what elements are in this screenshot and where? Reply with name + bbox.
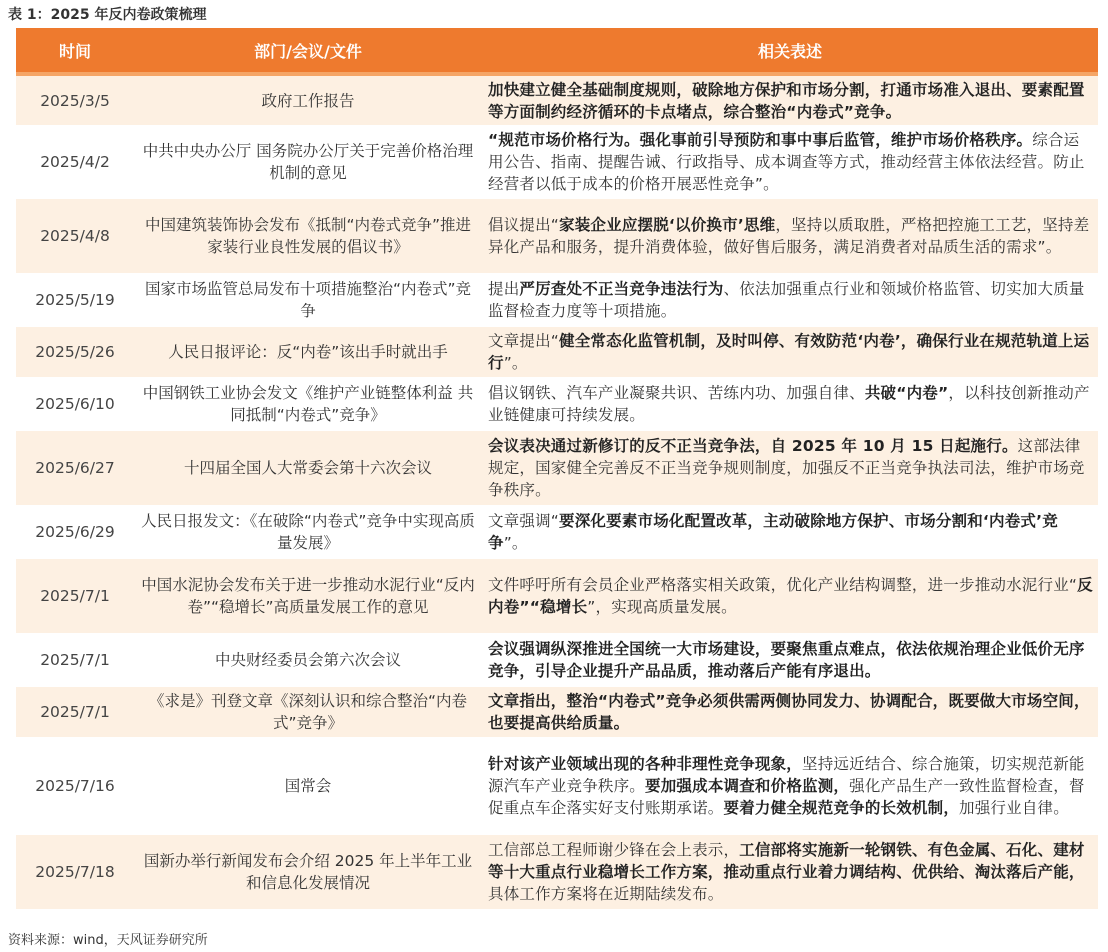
desc-segment: 文件呼吁所有会员企业严格落实相关政策，优化产业结构调整，进一步推动水泥行业“: [488, 576, 1078, 594]
cell-desc: [482, 558, 1098, 634]
table-row: [16, 430, 1098, 506]
desc-bold-segment: 要深化要素市场化配置改革，主动破除地方保护、市场分割和‘内卷式’竞争: [488, 512, 1058, 552]
cell-date: 2025/7/1: [16, 634, 134, 686]
cell-date: 2025/5/19: [16, 274, 134, 326]
desc-bold-segment: 针对该产业领域出现的各种非理性竞争现象，: [488, 755, 803, 773]
cell-desc: [482, 74, 1098, 126]
table-row: [16, 378, 1098, 430]
cell-date: 2025/6/29: [16, 506, 134, 558]
cell-desc: [482, 686, 1098, 738]
desc-segment: 倡议提出“: [488, 216, 560, 234]
cell-desc: [482, 378, 1098, 430]
desc-bold-segment: 健全常态化监管机制，及时叫停、有效防范‘内卷’，确保行业在规范轨道上运行: [488, 332, 1090, 372]
cell-dept: 十四届全国人大常委会第十六次会议: [134, 430, 482, 506]
table-row: [16, 506, 1098, 558]
cell-date: 2025/4/8: [16, 198, 134, 274]
cell-date: 2025/5/26: [16, 326, 134, 378]
cell-dept: 中共中央办公厅 国务院办公厅关于完善价格治理机制的意见: [134, 126, 482, 198]
desc-segment: ，以科技创新推动产业链健康可持续发展。: [488, 384, 1090, 424]
cell-date: 2025/4/2: [16, 126, 134, 198]
desc-segment: ”。: [503, 354, 528, 372]
desc-segment: 综合运用公告、指南、提醒告诫、行政指导、成本调查等方式，推动经营主体依法经营。防止经营者以低于成本的价格开展恶性竞争”。: [488, 131, 1085, 193]
cell-desc: [482, 738, 1098, 834]
cell-dept: 国新办举行新闻发布会介绍 2025 年上半年工业和信息化发展情况: [134, 834, 482, 910]
cell-date: 2025/6/10: [16, 378, 134, 430]
cell-desc: [482, 274, 1098, 326]
table-row: [16, 834, 1098, 910]
cell-dept: 人民日报发文：《在破除“内卷式”竞争中实现高质量发展》: [134, 506, 482, 558]
table-row: [16, 126, 1098, 198]
cell-date: 2025/7/16: [16, 738, 134, 834]
desc-segment: 提出: [488, 280, 520, 298]
desc-segment: 这部法律规定，国家健全完善反不正当竞争规则制度，加强反不正当竞争执法司法，维护市场竞争秩序。: [488, 437, 1085, 499]
cell-dept: 中国建筑装饰协会发布《抵制“内卷式竞争”推进家装行业良性发展的倡议书》: [134, 198, 482, 274]
desc-segment: 加强行业自律。: [959, 799, 1069, 817]
table-header-row: [16, 28, 1098, 74]
cell-dept: 国常会: [134, 738, 482, 834]
desc-bold-segment: 加快建立健全基础制度规则，破除地方保护和市场分割，打通市场准入退出、要素配置等方面制约经济循环的卡点堵点，综合整治“内卷式”竞争。: [488, 80, 1085, 121]
desc-bold-segment: 会议表决通过新修订的反不正当竞争法，自 2025 年 10 月 15 日起施行。: [488, 437, 1018, 455]
desc-bold-segment: “规范市场价格行为。强化事前引导预防和事中事后监管，维护市场价格秩序。: [488, 131, 1033, 149]
desc-segment: 坚持远近结合、综合施策，切实规范新能源汽车产业竞争秩序。: [488, 755, 1085, 795]
table-row: [16, 198, 1098, 274]
desc-segment: 强化产品生产一致性监督检查，督促重点车企落实好支付账期承诺。: [488, 777, 1085, 817]
table-row: [16, 686, 1098, 738]
cell-date: 2025/7/1: [16, 686, 134, 738]
cell-date: 2025/3/5: [16, 74, 134, 126]
policy-table-container: [16, 28, 1098, 911]
cell-dept: 国家市场监管总局发布十项措施整治“内卷式”竞争: [134, 274, 482, 326]
desc-bold-segment: 工信部将实施新一轮钢铁、有色金属、石化、建材等十大重点行业稳增长工作方案，推动重点行业着力调结构、优供给、淘汰落后产能，: [488, 841, 1085, 881]
cell-desc: [482, 198, 1098, 274]
desc-segment: 文章提出“: [488, 332, 560, 350]
cell-dept: 中国水泥协会发布关于进一步推动水泥行业“反内卷”“稳增长”高质量发展工作的意见: [134, 558, 482, 634]
desc-bold-segment: 家装企业应摆脱‘以价换市’思维: [559, 216, 776, 234]
header-desc: 相关表述: [482, 28, 1098, 74]
desc-segment: 文章强调“: [488, 512, 560, 530]
cell-dept: 人民日报评论：反“内卷”该出手时就出手: [134, 326, 482, 378]
desc-bold-segment: 文章指出，整治“内卷式”竞争必须供需两侧协同发力、协调配合，既要做大市场空间，也要提高供给质量。: [488, 692, 1090, 732]
table-row: [16, 74, 1098, 126]
cell-dept: 中国钢铁工业协会发文《维护产业链整体利益 共同抵制“内卷式”竞争》: [134, 378, 482, 430]
desc-segment: 倡议钢铁、汽车产业凝聚共识、苦练内功、加强自律、: [488, 384, 865, 402]
table-caption: 表 1：2025 年反内卷政策梳理: [8, 7, 207, 23]
desc-bold-segment: 会议强调纵深推进全国统一大市场建设，要聚焦重点难点，依法依规治理企业低价无序竞争，引导企业提升产品品质，推动落后产能有序退出。: [488, 640, 1085, 680]
desc-segment: ”。: [503, 534, 528, 552]
desc-bold-segment: 要着力健全规范竞争的长效机制，: [723, 799, 960, 817]
header-dept: 部门/会议/文件: [134, 28, 482, 74]
cell-dept: 政府工作报告: [134, 74, 482, 126]
table-row: [16, 326, 1098, 378]
cell-desc: [482, 326, 1098, 378]
table-row: [16, 738, 1098, 834]
desc-bold-segment: 严厉查处不正当竞争违法行为: [519, 280, 724, 298]
cell-date: 2025/7/18: [16, 834, 134, 910]
cell-desc: [482, 834, 1098, 910]
table-row: [16, 558, 1098, 634]
cell-desc: [482, 506, 1098, 558]
desc-segment: 、依法加强重点行业和领域价格监管、切实加大质量监督检查力度等十项措施。: [488, 280, 1085, 320]
desc-segment: 具体工作方案将在近期陆续发布。: [488, 885, 724, 903]
cell-date: 2025/7/1: [16, 558, 134, 634]
desc-segment: ，坚持以质取胜，严格把控施工工艺，坚持差异化产品和服务，提升消费体验，做好售后服务，满足消费者对品质生活的需求”。: [488, 216, 1090, 256]
table-row: [16, 274, 1098, 326]
desc-segment: ”，实现高质量发展。: [587, 598, 737, 616]
header-date: 时间: [16, 28, 134, 74]
cell-desc: [482, 634, 1098, 686]
desc-bold-segment: 要加强成本调查和价格监测，: [645, 777, 850, 795]
desc-bold-segment: 反内卷”“稳增长: [488, 576, 1093, 616]
source-note: 资料来源：wind，天风证券研究所: [8, 933, 208, 948]
desc-bold-segment: 共破“内卷”: [864, 384, 949, 402]
table-body: [16, 74, 1098, 910]
cell-dept: 中央财经委员会第六次会议: [134, 634, 482, 686]
table-row: [16, 634, 1098, 686]
policy-table: [16, 28, 1098, 911]
cell-date: 2025/6/27: [16, 430, 134, 506]
cell-desc: [482, 126, 1098, 198]
desc-segment: 工信部总工程师谢少锋在会上表示，: [488, 841, 740, 859]
cell-desc: [482, 430, 1098, 506]
cell-dept: 《求是》刊登文章《深刻认识和综合整治“内卷式”竞争》: [134, 686, 482, 738]
